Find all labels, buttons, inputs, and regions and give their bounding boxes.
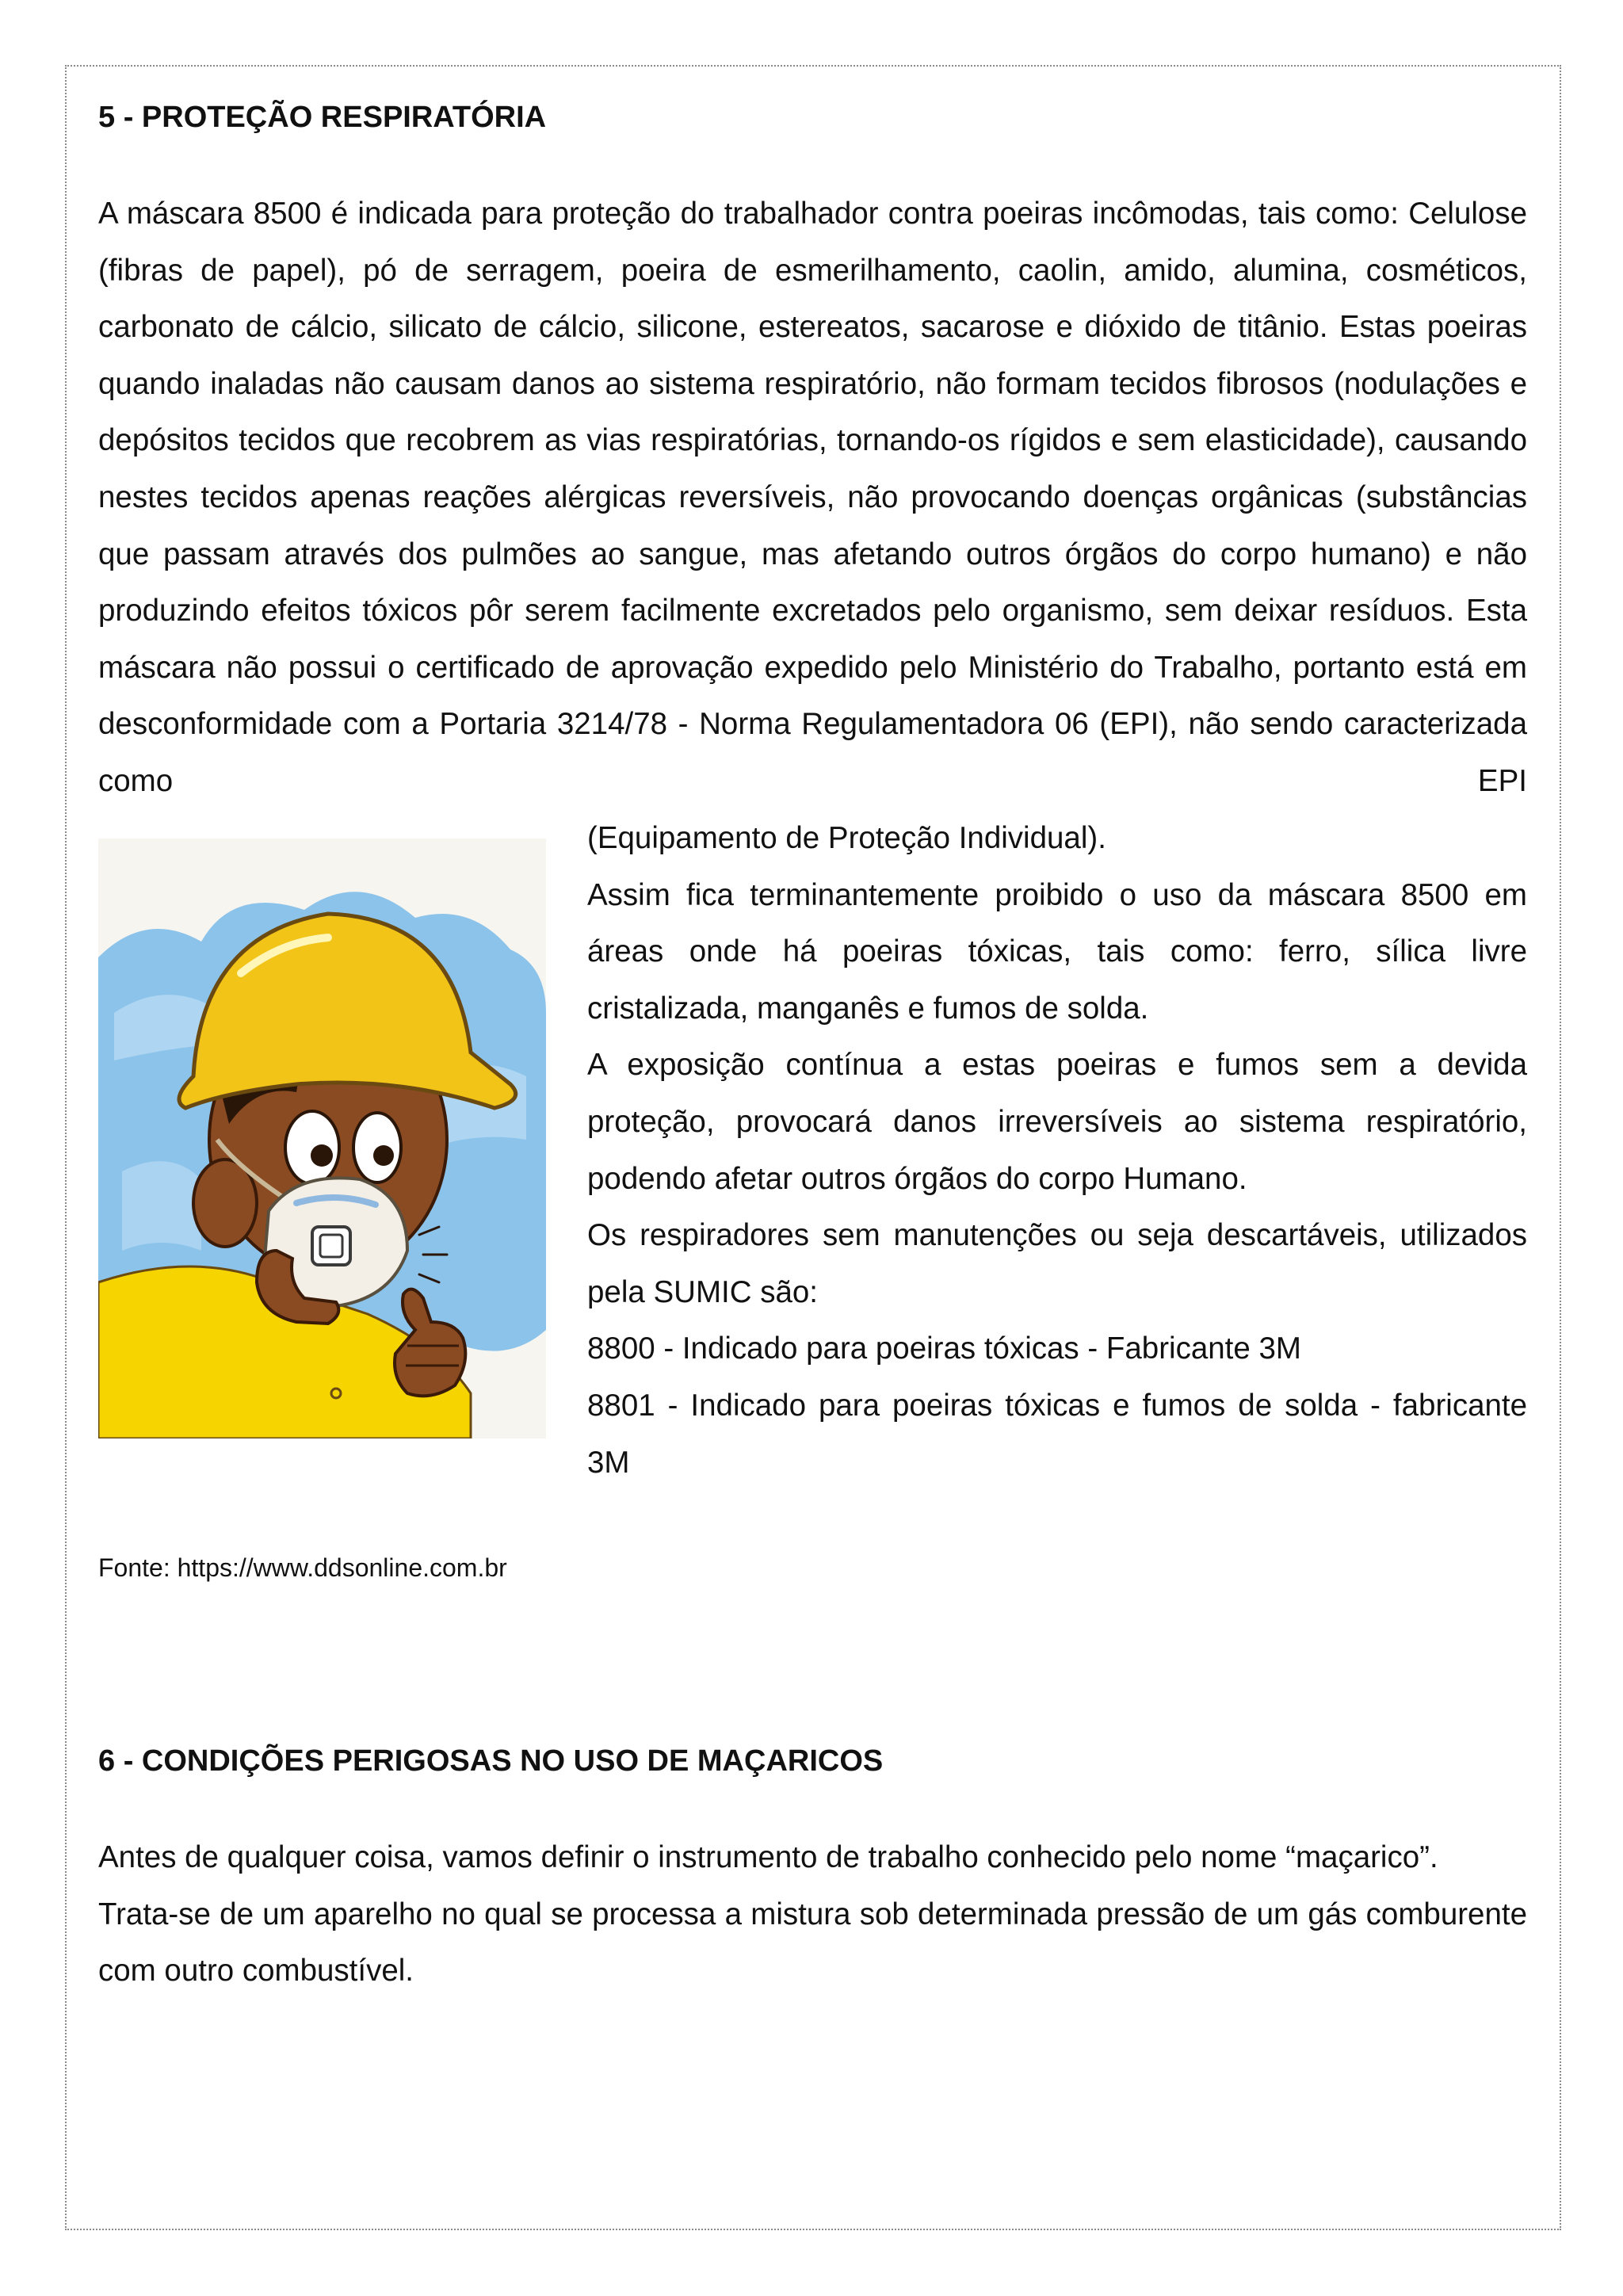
section-6-title: 6 - CONDIÇÕES PERIGOSAS NO USO DE MAÇARICOS [98, 1744, 884, 1778]
section-6-paragraphs [98, 1829, 1527, 2000]
section-6-paragraph-1: Antes de qualquer coisa, vamos definir o instrumento de trabalho conhecido pelo nome “maçarico”. [98, 1840, 1438, 1874]
side-paragraph-4: Os respiradores sem manutenções ou seja descartáveis, utilizados pela SUMIC são: [587, 1218, 1527, 1309]
section-5-paragraph-text: A máscara 8500 é indicada para proteção do trabalhador contra poeiras incômodas, tais como: Celulose (fibras de papel), pó de serragem, poeira de esmerilhamento, caolin, amido, alumina, cosméticos, carbonato de cálcio, silicato de cálcio, silicone, estereatos, sacarose e dióxido de titânio. Estas poeiras quando inaladas não causam danos ao sistema respiratório, não formam tecidos fibrosos (nodulações e depósitos tecidos que recobrem as vias respiratórias, tornando-os rígidos e sem elasticidade), causando nestes tecidos apenas reações alérgicas reversíveis, não provocando doenças orgânicas (substâncias que passam através dos pulmões ao sangue, mas afetando outros órgãos do corpo humano) e não produzindo efeitos tóxicos pôr serem facilmente excretados pelo organismo, sem deixar resíduos. Esta máscara não possui o certificado de aprovação expedido pelo Ministério do Trabalho, portanto está em desconformidade com a Portaria 3214/78 - Norma Regulamentadora 06 (EPI), não sendo caracterizada como EPI [98, 197, 1527, 798]
section-6-paragraph-2: Trata-se de um aparelho no qual se processa a mistura sob determinada pressão de um gás comburente com outro combustível. [98, 1897, 1527, 1988]
side-paragraph-5: 8800 - Indicado para poeiras tóxicas - Fabricante 3M [587, 1331, 1301, 1366]
section-5-title: 5 - PROTEÇÃO RESPIRATÓRIA [98, 101, 547, 134]
section-5-side-text [587, 810, 1527, 1491]
side-paragraph-6: 8801 - Indicado para poeiras tóxicas e fumos de solda - fabricante 3M [587, 1388, 1527, 1480]
source-credit: Fonte: https://www.ddsonline.com.br [98, 1553, 507, 1582]
side-paragraph-2: Assim fica terminantemente proibido o uso da máscara 8500 em áreas onde há poeiras tóxicas, tais como: ferro, sílica livre cristalizada, manganês e fumos de solda. [587, 877, 1527, 1026]
side-paragraph-3: A exposição contínua a estas poeiras e fumos sem a devida proteção, provocará danos irreversíveis ao sistema respiratório, podendo afetar outros órgãos do corpo Humano. [587, 1048, 1527, 1196]
worker-mask-illustration [98, 839, 546, 1438]
side-paragraph-1: (Equipamento de Proteção Individual). [587, 821, 1106, 855]
section-5-paragraph [98, 185, 1527, 810]
